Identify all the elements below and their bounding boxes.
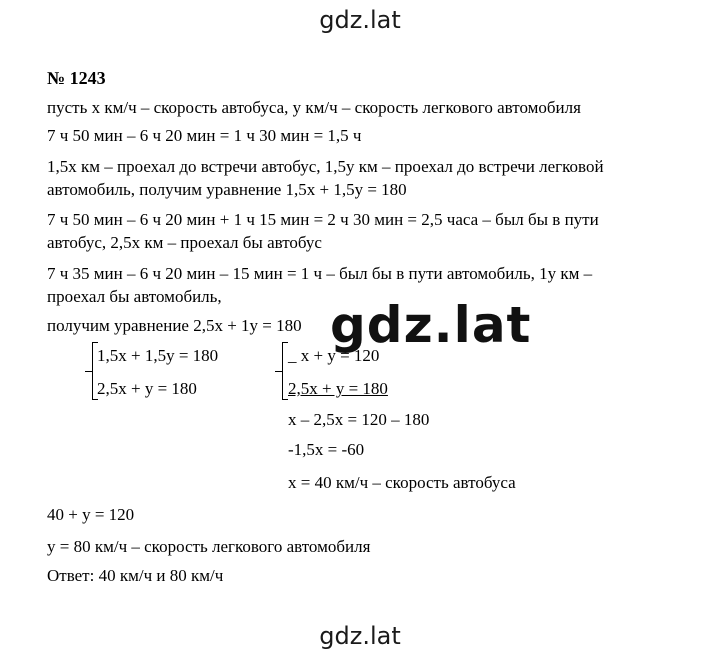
system2-eq2: 2,5х + у = 180 — [288, 379, 388, 398]
after-line-1: 40 + у = 120 — [47, 505, 135, 524]
step-1: х – 2,5х = 120 – 180 — [288, 410, 430, 429]
text-line-4: автомобиль, получим уравнение 1,5х + 1,5у = 180 — [47, 180, 407, 199]
problem-number: № 1243 — [47, 68, 106, 88]
text-line-2: 7 ч 50 мин – 6 ч 20 мин = 1 ч 30 мин = 1,5 ч — [47, 126, 362, 145]
system1-eq1: 1,5х + 1,5у = 180 — [97, 346, 219, 365]
system2-eq1: _ х + у = 120 — [288, 346, 380, 365]
text-line-3: 1,5х км – проехал до встречи автобус, 1,5у км – проехал до встречи легковой — [47, 157, 604, 176]
text-line-9: получим уравнение 2,5х + 1у = 180 — [47, 316, 302, 335]
system1-eq2: 2,5х + у = 180 — [97, 379, 197, 398]
text-line-1: пусть х км/ч – скорость автобуса, у км/ч – скорость легкового автомобиля — [47, 98, 581, 117]
step-2: -1,5х = -60 — [288, 440, 365, 459]
text-line-5: 7 ч 50 мин – 6 ч 20 мин + 1 ч 15 мин = 2 ч 30 мин = 2,5 часа – был бы в пути — [47, 210, 599, 229]
text-line-8: проехал бы автомобиль, — [47, 287, 222, 306]
watermark-top: gdz.lat — [319, 6, 401, 34]
text-line-7: 7 ч 35 мин – 6 ч 20 мин – 15 мин = 1 ч – был бы в пути автомобиль, 1у км – — [47, 264, 593, 283]
answer-line: Ответ: 40 км/ч и 80 км/ч — [47, 566, 224, 585]
after-line-2: у = 80 км/ч – скорость легкового автомобиля — [47, 537, 371, 556]
watermark-bottom: gdz.lat — [319, 622, 401, 650]
step-3: х = 40 км/ч – скорость автобуса — [288, 473, 516, 492]
watermark-middle: gdz.lat — [330, 296, 532, 354]
text-line-6: автобус, 2,5х км – проехал бы автобус — [47, 233, 322, 252]
